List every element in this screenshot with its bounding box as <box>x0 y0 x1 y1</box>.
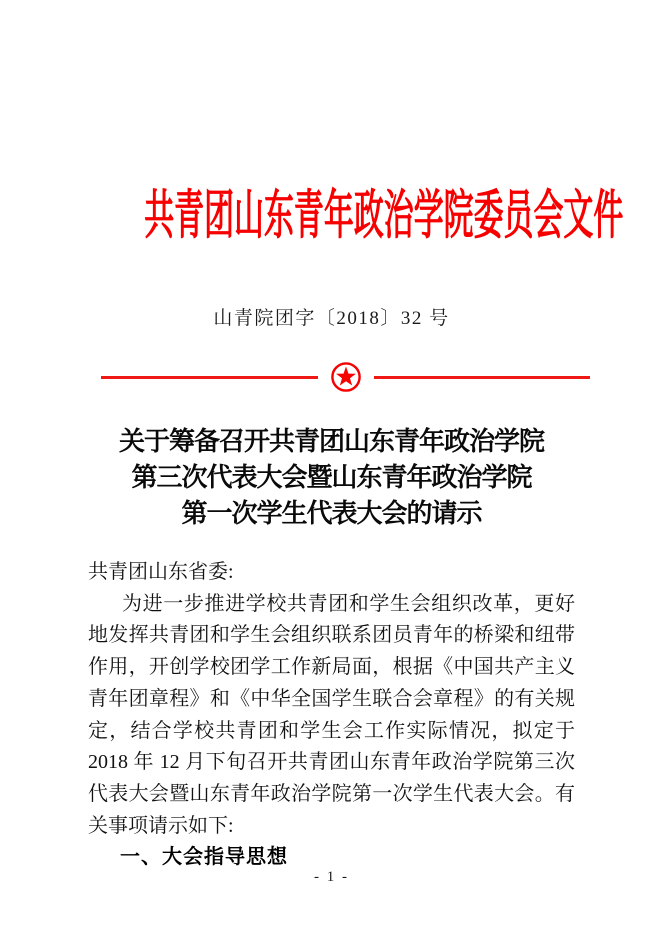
document-title <box>0 424 663 532</box>
separator-line-right <box>374 376 591 379</box>
section-heading: 一、大会指导思想 <box>120 846 288 869</box>
red-separator-rule <box>101 361 590 393</box>
separator-line-left <box>101 376 318 379</box>
salutation-line: 共青团山东省委: <box>88 561 234 583</box>
document-title-line-3: 第一次学生代表大会的请示 <box>181 499 482 528</box>
star-in-circle-icon <box>330 361 362 393</box>
body-paragraph: 为进一步推进学校共青团和学生会组织改革，更好地发挥共青团和学生会组织联系团员青年的桥梁和纽带作用，开创学校团学工作新局面，根据《中国共产主义青年团章程》和《中华全国学生联合会章程》的有关规定，结合学校共青团和学生会工作实际情况，拟定于 2018 年 12 月下旬召开共青团山东青年政治学院第三次代表大会暨山东青年政治学院第一次学生代表大会。有关事项请示如下: <box>88 592 575 837</box>
document-title-line-1: 关于筹备召开共青团山东青年政治学院 <box>118 427 544 456</box>
page-number: - 1 - <box>314 869 349 885</box>
document-title-line-2: 第三次代表大会暨山东青年政治学院 <box>131 463 532 492</box>
document-reference-number: 山青院团字〔2018〕32 号 <box>213 308 450 329</box>
red-letterhead-title: 共青团山东青年政治学院委员会文件 <box>144 187 624 245</box>
document-body <box>88 557 575 874</box>
